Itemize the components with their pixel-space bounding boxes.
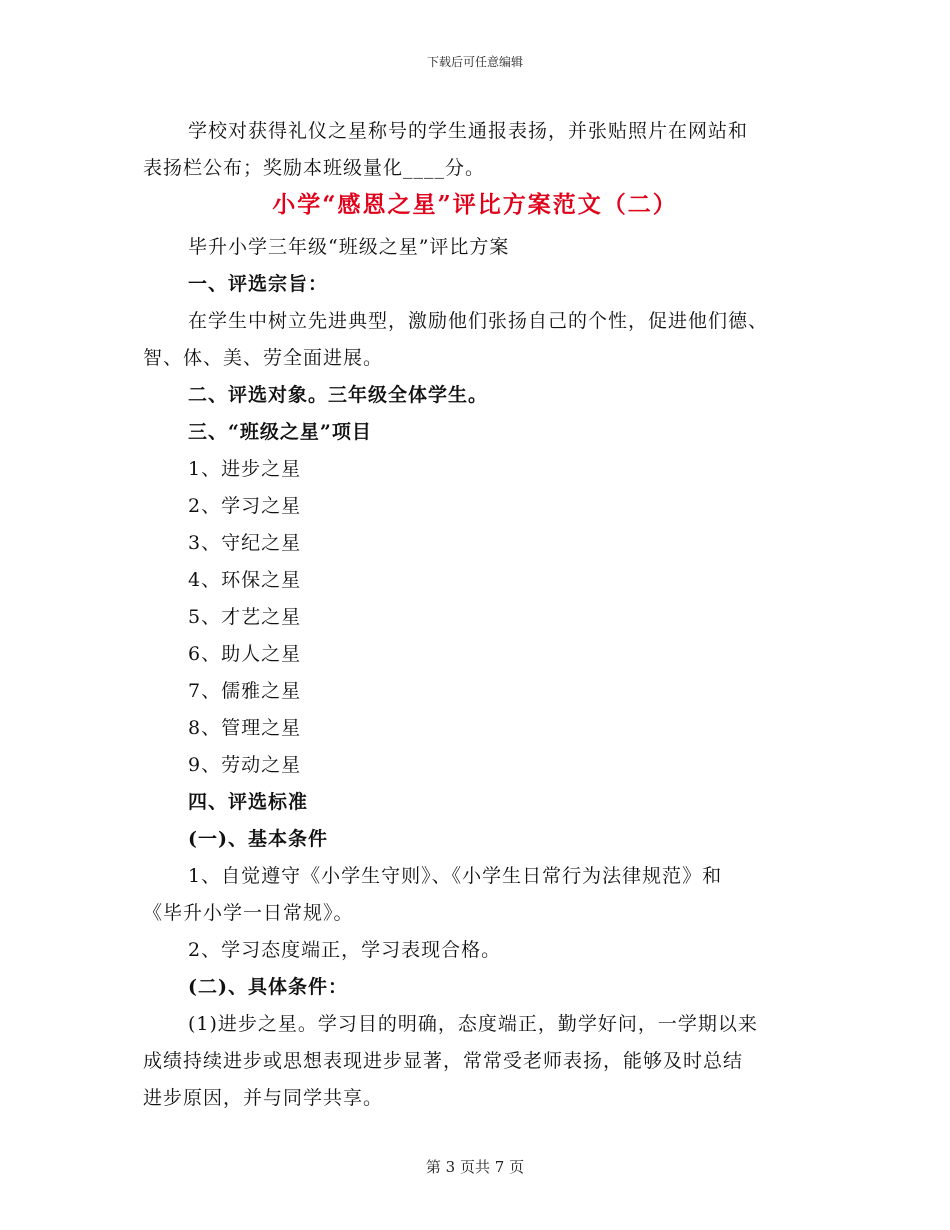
list-item: 2、学习之星 bbox=[188, 495, 302, 517]
body-line: 智、体、美、劳全面进展。 bbox=[143, 347, 384, 369]
list-item: 7、儒雅之星 bbox=[188, 680, 302, 702]
heading: 四、评选标准 bbox=[188, 791, 309, 813]
section-title: 小学“感恩之星”评比方案范文（二） bbox=[272, 191, 678, 218]
body-line: (1)进步之星。学习目的明确，态度端正，勤学好问，一学期以来 bbox=[188, 1013, 758, 1035]
list-item: 4、环保之星 bbox=[188, 569, 302, 591]
list-item: 5、才艺之星 bbox=[188, 606, 302, 628]
body-line: 表扬栏公布；奖励本班级量化____分。 bbox=[143, 157, 486, 179]
page-header: 下载后可任意编辑 bbox=[426, 55, 523, 69]
heading: 一、评选宗旨： bbox=[188, 273, 329, 295]
list-item: 8、管理之星 bbox=[188, 717, 302, 739]
heading: (二)、具体条件： bbox=[188, 976, 348, 998]
body-line: 成绩持续进步或思想表现进步显著，常常受老师表扬，能够及时总结 bbox=[143, 1050, 744, 1072]
list-item: 6、助人之星 bbox=[188, 643, 302, 665]
body-line: 学校对获得礼仪之星称号的学生通报表扬，并张贴照片在网站和 bbox=[188, 120, 749, 142]
body-line: 进步原因，并与同学共享。 bbox=[143, 1087, 384, 1109]
body-line: 《毕升小学一日常规》。 bbox=[143, 902, 354, 924]
body-line: 在学生中树立先进典型，激励他们张扬自己的个性，促进他们德、 bbox=[188, 310, 769, 332]
body-line: 2、学习态度端正，学习表现合格。 bbox=[188, 939, 502, 961]
page-footer: 第 3 页共 7 页 bbox=[425, 1158, 525, 1176]
heading: 二、评选对象。三年级全体学生。 bbox=[188, 384, 489, 406]
heading: 三、“班级之星”项目 bbox=[188, 421, 372, 443]
list-item: 9、劳动之星 bbox=[188, 754, 302, 776]
list-item: 1、进步之星 bbox=[188, 458, 302, 480]
subtitle: 毕升小学三年级“班级之星”评比方案 bbox=[188, 236, 510, 258]
heading: (一)、基本条件 bbox=[188, 828, 328, 850]
body-line: 1、自觉遵守《小学生守则》、《小学生日常行为法律规范》和 bbox=[188, 865, 723, 887]
list-item: 3、守纪之星 bbox=[188, 532, 302, 554]
